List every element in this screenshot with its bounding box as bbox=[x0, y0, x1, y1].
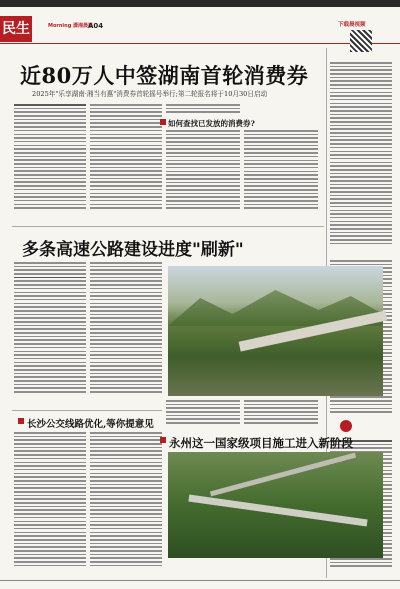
yongzhou-photo[interactable] bbox=[168, 452, 383, 558]
qr-code-icon[interactable] bbox=[350, 30, 372, 52]
bus-col-1 bbox=[14, 432, 86, 568]
box-marker bbox=[160, 119, 166, 125]
highway-col-3 bbox=[166, 400, 240, 426]
section-divider-2 bbox=[12, 410, 162, 411]
yongzhou-headline[interactable]: 永州这一国家级项目施工进入新阶段 bbox=[169, 436, 353, 450]
info-box-col-1 bbox=[166, 130, 240, 211]
yongzhou-story-marker bbox=[160, 437, 166, 443]
page-number: A04 bbox=[88, 22, 104, 30]
bus-headline[interactable]: 长沙公交线路优化,等你提意见 bbox=[27, 419, 154, 430]
top-info-bar bbox=[0, 0, 400, 7]
bus-col-2 bbox=[90, 432, 162, 568]
info-box-col-2 bbox=[244, 130, 318, 211]
highway-photo[interactable] bbox=[168, 266, 383, 396]
lead-body-col-3 bbox=[166, 104, 240, 115]
lead-headline[interactable]: 近80万人中签湖南首轮消费券 bbox=[20, 63, 309, 88]
promo-badge-icon[interactable] bbox=[340, 420, 352, 432]
right-col-block-1 bbox=[330, 62, 392, 246]
info-box-title[interactable]: 如何查找已发放的消费券? bbox=[168, 119, 255, 128]
bus-story-marker bbox=[18, 418, 24, 424]
highway-headline[interactable]: 多条高速公路建设进度"刷新" bbox=[22, 240, 244, 260]
masthead bbox=[0, 7, 400, 44]
highway-col-1 bbox=[14, 262, 86, 395]
lead-body-col-2 bbox=[90, 104, 162, 211]
highway-col-2 bbox=[90, 262, 162, 395]
app-download-label[interactable]: 下载晨视频 bbox=[338, 22, 366, 28]
lead-subhead: 2025年"乐享湖南·湘当有惠"消费券首轮摇号举行;第二轮报名将于10月30日启动 bbox=[32, 90, 268, 98]
section-tab[interactable]: 民生 bbox=[0, 16, 32, 42]
section-divider-1 bbox=[12, 226, 324, 227]
brand-logo: Morning 潇湘晨报 bbox=[48, 23, 94, 29]
highway-col-4 bbox=[244, 400, 318, 426]
lead-body-col-1 bbox=[14, 104, 86, 211]
